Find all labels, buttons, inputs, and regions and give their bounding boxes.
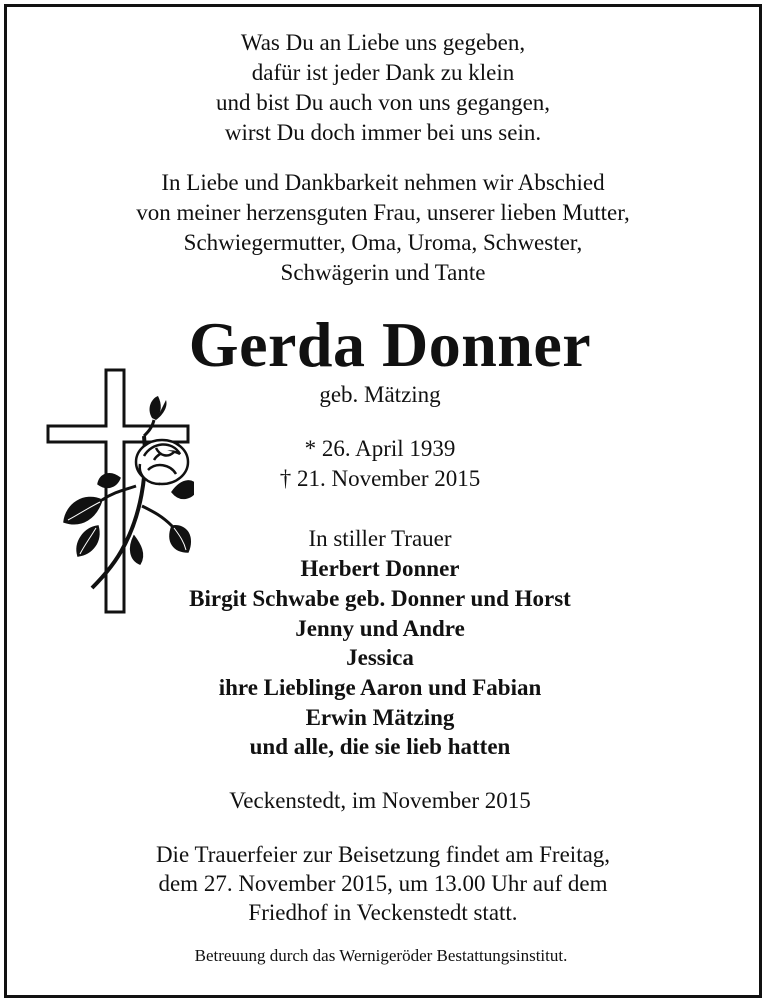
mourner-4: Jessica [346, 645, 414, 670]
place-date: Veckenstedt, im November 2015 [229, 788, 531, 813]
birth-date: * 26. April 1939 [304, 436, 456, 461]
intro-line-4: Schwägerin und Tante [280, 260, 486, 285]
mourner-6: Erwin Mätzing [305, 705, 455, 730]
mourner-1: Herbert Donner [300, 556, 460, 581]
poem-line-2: dafür ist jeder Dank zu klein [251, 60, 515, 85]
death-date: † 21. November 2015 [279, 466, 481, 491]
funeral-line-1: Die Trauerfeier zur Beisetzung findet am Freitag, [155, 842, 611, 867]
intro-line-3: Schwiegermutter, Oma, Uroma, Schwester, [183, 230, 583, 255]
funeral-line-3: Friedhof in Veckenstedt statt. [248, 900, 518, 925]
poem-line-3: und bist Du auch von uns gegangen, [215, 90, 551, 115]
intro-line-2: von meiner herzensguten Frau, unserer lieben Mutter, [136, 200, 630, 225]
mourner-2: Birgit Schwabe geb. Donner und Horst [189, 586, 571, 611]
mourner-3: Jenny und Andre [295, 616, 465, 641]
mourner-5: ihre Lieblinge Aaron und Fabian [218, 675, 542, 700]
poem-line-4: wirst Du doch immer bei uns sein. [224, 120, 542, 145]
mourner-7: und alle, die sie lieb hatten [249, 734, 511, 759]
poem-line-1: Was Du an Liebe uns gegeben, [240, 30, 526, 55]
funeral-line-2: dem 27. November 2015, um 13.00 Uhr auf dem [158, 871, 608, 896]
deceased-name: Gerda Donner [188, 309, 592, 380]
funeral-home-credit: Betreuung durch das Wernigeröder Bestattungsinstitut. [194, 946, 568, 965]
maiden-name: geb. Mätzing [319, 382, 441, 407]
intro-line-1: In Liebe und Dankbarkeit nehmen wir Abschied [161, 170, 605, 195]
mourners-heading: In stiller Trauer [308, 526, 452, 551]
